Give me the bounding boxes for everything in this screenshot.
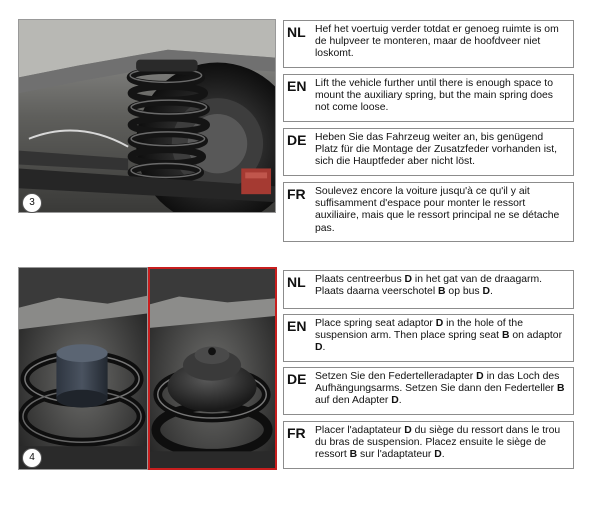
step-4-nl-box — [283, 270, 574, 309]
step-4-de-text: Setzen Sie den Federtelleradapter D in das Loch des Aufhängungsarms. Setzen Sie dann den Federteller B auf den Adapter D. — [315, 371, 565, 407]
step-4-photo-adaptor — [18, 267, 148, 470]
step-3-de-text: Heben Sie das Fahrzeug weiter an, bis genügend Platz für die Montage der Zusatzfeder vorhanden ist, sich die Hauptfeder aber nicht löst. — [315, 132, 558, 168]
lang-code-nl: NL — [287, 274, 306, 290]
step-4-fr-box — [283, 421, 574, 469]
lang-code-en: EN — [287, 78, 307, 94]
step-3-fr-text: Soulevez encore la voiture jusqu'à ce qu'il y ait suffisamment d'espace pour monter le ressort auxiliaire, mais que le ressort principal ne se détache pas. — [315, 186, 560, 234]
step-3-number: 3 — [22, 193, 42, 213]
spring-seat-image — [150, 269, 275, 468]
step-4-nl-text: Plaats centreerbus D in het gat van de draagarm. Plaats daarna veerschotel B op bus D. — [315, 274, 543, 298]
step-3-nl-text: Hef het voertuig verder totdat er genoeg ruimte is om de hulpveer te monteren, maar de hoofdveer niet loskomt. — [315, 24, 559, 60]
suspension-photo-image — [19, 20, 275, 212]
step-3-en-text: Lift the vehicle further until there is enough space to mount the auxiliary spring, but the main spring does not come loose. — [315, 78, 553, 114]
step-4-fr-text: Placer l'adaptateur D du siège du ressort dans le trou du bras de suspension. Placez ensuite le siège de ressort B sur l'adaptateur D. — [315, 425, 561, 461]
lang-code-fr: FR — [287, 186, 306, 202]
step-3-fr-box — [283, 182, 574, 242]
lang-code-en: EN — [287, 318, 307, 334]
step-3-photo — [18, 19, 276, 213]
step-4-number: 4 — [22, 448, 42, 468]
step-4-photo-spring-seat — [148, 267, 277, 470]
lang-code-nl: NL — [287, 24, 306, 40]
step-3-nl-box — [283, 20, 574, 68]
lang-code-de: DE — [287, 371, 307, 387]
lang-code-fr: FR — [287, 425, 306, 441]
step-3-de-box — [283, 128, 574, 176]
step-4-en-box — [283, 314, 574, 362]
step-4-en-text: Place spring seat adaptor D in the hole of the suspension arm. Then place spring seat B on adaptor D. — [315, 318, 563, 354]
step-3-en-box — [283, 74, 574, 122]
spring-seat-adaptor-image — [19, 268, 147, 469]
step-4-de-box — [283, 367, 574, 415]
lang-code-de: DE — [287, 132, 307, 148]
